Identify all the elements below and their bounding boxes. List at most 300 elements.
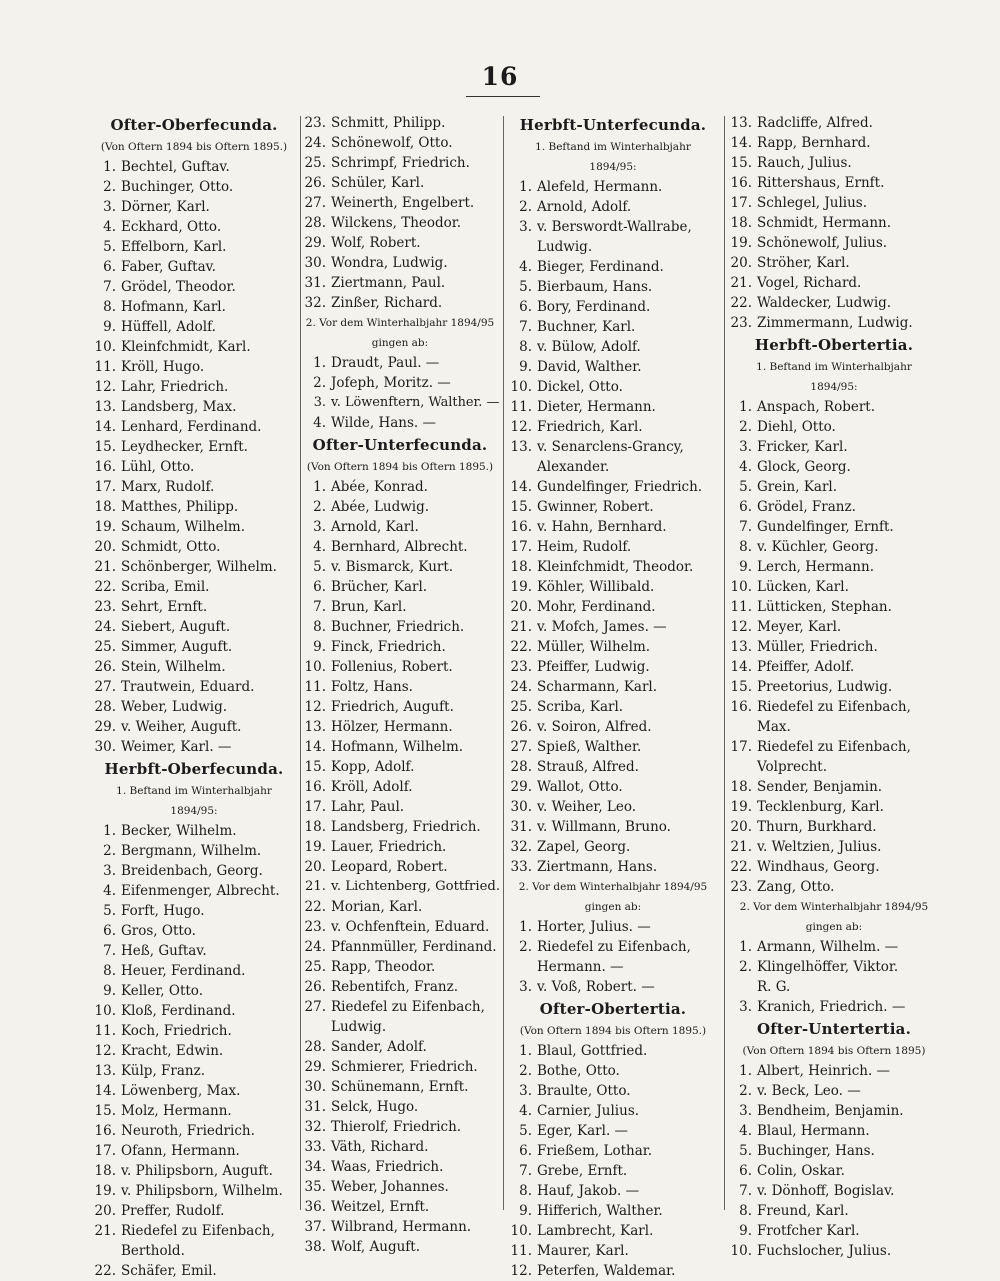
entry-number: 22.: [510, 639, 532, 655]
entry-number: 16.: [510, 519, 532, 535]
student-entry: [506, 217, 720, 237]
student-entry: [506, 1121, 720, 1141]
entry-number: 12.: [730, 619, 752, 635]
student-name: Kleinfchmidt, Karl.: [121, 339, 251, 355]
student-name: Väth, Richard.: [331, 1139, 429, 1155]
student-entry: [506, 797, 720, 817]
entry-number: 12.: [510, 1263, 532, 1279]
student-entry: [90, 317, 298, 337]
class-heading: Herbft-Obertertia.: [754, 336, 914, 354]
student-name: Brun, Karl.: [331, 599, 407, 615]
student-name: Rapp, Theodor.: [331, 959, 436, 975]
entry-number: 30.: [510, 799, 532, 815]
entry-number: 24.: [94, 619, 116, 635]
student-entry: [300, 153, 500, 173]
student-name: Bendheim, Benjamin.: [757, 1103, 904, 1119]
entry-number: 22.: [304, 899, 326, 915]
entry-number: 7.: [739, 519, 752, 535]
entry-number: 11.: [510, 399, 532, 415]
student-entry: [300, 777, 500, 797]
student-name: Pfannmüller, Ferdinand.: [331, 939, 497, 955]
student-entry: [506, 1241, 720, 1261]
student-entry: [506, 917, 720, 937]
student-name: v. Bismarck, Kurt.: [331, 559, 454, 575]
student-entry: [506, 1061, 720, 1081]
student-entry: [90, 477, 298, 497]
student-name: Albert, Heinrich. —: [757, 1063, 891, 1079]
entry-number: 25.: [304, 959, 326, 975]
student-name: Kracht, Edwin.: [121, 1043, 224, 1059]
student-name: Meyer, Karl.: [757, 619, 842, 635]
student-name: Pfeiffer, Adolf.: [757, 659, 855, 675]
student-name: Riedefel zu Eifenbach,: [121, 1223, 275, 1239]
student-entry: [506, 977, 720, 997]
entry-number: 14.: [730, 135, 752, 151]
student-entry: [90, 1181, 298, 1201]
entry-number: 26.: [304, 979, 326, 995]
student-entry: [726, 697, 942, 717]
student-name: Hifferich, Walther.: [537, 1203, 663, 1219]
student-name: Scriba, Karl.: [537, 699, 624, 715]
entry-continuation: Alexander.: [537, 459, 610, 475]
student-name: Löwenberg, Max.: [121, 1083, 241, 1099]
entry-number: 8.: [739, 539, 752, 555]
student-entry: [506, 557, 720, 577]
student-entry: [506, 257, 720, 277]
student-name: Follenius, Robert.: [331, 659, 453, 675]
student-entry: [90, 377, 298, 397]
entry-continuation: Ludwig.: [331, 1019, 387, 1035]
student-entry: [726, 597, 942, 617]
student-name: Bothe, Otto.: [537, 1063, 620, 1079]
student-name: Hofmann, Wilhelm.: [331, 739, 464, 755]
student-entry: [90, 921, 298, 941]
student-name: Lütticken, Stephan.: [757, 599, 892, 615]
class-heading: Ofter-Untertertia.: [756, 1020, 912, 1038]
student-name: Schmitt, Philipp.: [331, 115, 446, 131]
entry-number: 4.: [519, 259, 532, 275]
student-entry: [300, 1037, 500, 1057]
student-name: Gros, Otto.: [121, 923, 196, 939]
student-entry: [300, 1097, 500, 1117]
entry-number: 17.: [94, 1143, 116, 1159]
student-name: Trautwein, Eduard.: [121, 679, 255, 695]
student-name: Buchinger, Hans.: [757, 1143, 875, 1159]
student-entry: [726, 437, 942, 457]
student-entry: [506, 377, 720, 397]
student-name: Kleinfchmidt, Theodor.: [537, 559, 694, 575]
entry-number: 11.: [730, 599, 752, 615]
student-entry: [300, 373, 500, 393]
entry-number: 33.: [510, 859, 532, 875]
student-entry: [506, 477, 720, 497]
entry-number: 9.: [739, 559, 752, 575]
student-name: Draudt, Paul. —: [331, 355, 440, 371]
student-entry: [726, 173, 942, 193]
entry-number: 3.: [103, 863, 116, 879]
student-name: Kröll, Adolf.: [331, 779, 413, 795]
entry-number: 15.: [94, 439, 116, 455]
entry-number: 36.: [304, 1199, 326, 1215]
student-entry: [90, 1141, 298, 1161]
entry-number: 29.: [304, 1059, 326, 1075]
student-name: Siebert, Auguft.: [121, 619, 231, 635]
student-entry: [90, 457, 298, 477]
entry-number: 1.: [313, 479, 326, 495]
student-entry: [300, 413, 500, 433]
student-name: Effelborn, Karl.: [121, 239, 227, 255]
student-entry: [90, 1201, 298, 1221]
student-entry: [506, 637, 720, 657]
student-name: Rebentifch, Franz.: [331, 979, 459, 995]
student-name: Dickel, Otto.: [537, 379, 623, 395]
student-name: Marx, Rudolf.: [121, 479, 215, 495]
student-entry: [506, 397, 720, 417]
entry-number: 23.: [730, 315, 752, 331]
student-name: Wilbrand, Hermann.: [331, 1219, 472, 1235]
student-name: Morian, Karl.: [331, 899, 423, 915]
student-entry: [506, 757, 720, 777]
student-name: Weinerth, Engelbert.: [331, 195, 475, 211]
student-name: Diehl, Otto.: [757, 419, 836, 435]
student-entry: [90, 1121, 298, 1141]
student-entry: [300, 293, 500, 313]
student-name: Leydhecker, Ernft.: [121, 439, 248, 455]
student-entry: [726, 877, 942, 897]
student-name: Grödel, Theodor.: [121, 279, 236, 295]
student-entry: [90, 821, 298, 841]
student-name: Wilde, Hans. —: [331, 415, 437, 431]
entry-number: 5.: [313, 559, 326, 575]
student-entry: [726, 1181, 942, 1201]
entry-number: 1.: [739, 399, 752, 415]
student-entry: [300, 977, 500, 997]
student-name: Weitzel, Ernft.: [331, 1199, 430, 1215]
entry-number: 15.: [510, 499, 532, 515]
subheading: (Von Oftern 1894 bis Oftern 1895.): [519, 1025, 707, 1037]
student-entry: [506, 597, 720, 617]
entry-number: 17.: [730, 739, 752, 755]
subheading: gingen ab:: [805, 921, 863, 933]
subheading: 1894/95:: [810, 381, 858, 393]
entry-number: 8.: [519, 339, 532, 355]
student-name: Vogel, Richard.: [757, 275, 862, 291]
student-name: Eifenmenger, Albrecht.: [121, 883, 280, 899]
subheading: (Von Oftern 1894 bis Oftern 1895): [742, 1045, 926, 1057]
student-entry: [726, 313, 942, 333]
entry-number: 27.: [304, 999, 326, 1015]
student-entry: [90, 961, 298, 981]
student-name: Eger, Karl. —: [537, 1123, 629, 1139]
student-name: Radcliffe, Alfred.: [757, 115, 873, 131]
class-heading: Herbft-Unterfecunda.: [519, 116, 707, 134]
column-1: [90, 113, 298, 1279]
entry-number: 14.: [94, 419, 116, 435]
student-name: Hauf, Jakob. —: [537, 1183, 640, 1199]
student-name: Lühl, Otto.: [121, 459, 195, 475]
student-name: v. Löwenftern, Walther. —: [331, 395, 500, 410]
entry-number: 22.: [94, 579, 116, 595]
student-name: v. Küchler, Georg.: [757, 539, 879, 555]
student-name: Faber, Guftav.: [121, 259, 216, 275]
student-name: Rauch, Julius.: [757, 155, 852, 171]
student-name: Gundelfinger, Ernft.: [757, 519, 894, 535]
student-entry: [726, 417, 942, 437]
student-entry: [506, 857, 720, 877]
entry-number: 7.: [103, 279, 116, 295]
student-entry: [506, 277, 720, 297]
student-entry: [90, 1081, 298, 1101]
entry-number: 10.: [510, 379, 532, 395]
student-entry: [90, 557, 298, 577]
entry-number: 10.: [94, 1003, 116, 1019]
entry-number: 2.: [519, 1063, 532, 1079]
student-entry: [90, 537, 298, 557]
student-entry: [90, 337, 298, 357]
student-entry: [90, 577, 298, 597]
student-entry: [300, 577, 500, 597]
student-entry: [300, 797, 500, 817]
student-name: Waas, Friedrich.: [331, 1159, 444, 1175]
student-name: Müller, Wilhelm.: [537, 639, 651, 655]
student-entry: [726, 193, 942, 213]
student-name: Scriba, Emil.: [121, 579, 210, 595]
student-name: Lahr, Friedrich.: [121, 379, 229, 395]
entry-continuation: Hermann. —: [537, 959, 624, 975]
entry-number: 29.: [94, 719, 116, 735]
subheading: 1. Beftand im Winterhalbjahr: [756, 361, 912, 373]
entry-number: 10.: [304, 659, 326, 675]
entry-number: 17.: [730, 195, 752, 211]
student-name: Schmidt, Hermann.: [757, 215, 892, 231]
entry-number: 5.: [739, 1143, 752, 1159]
subheading: (Von Oftern 1894 bis Oftern 1895.): [306, 461, 494, 473]
student-name: Lenhard, Ferdinand.: [121, 419, 262, 435]
student-name: Forft, Hugo.: [121, 903, 205, 919]
entry-number: 16.: [304, 779, 326, 795]
student-entry: [506, 937, 720, 957]
student-entry: [300, 253, 500, 273]
student-name: Rapp, Bernhard.: [757, 135, 871, 151]
column-3: [506, 113, 720, 1279]
student-name: Becker, Wilhelm.: [121, 823, 237, 839]
student-entry: [90, 517, 298, 537]
student-name: v. Weltzien, Julius.: [757, 839, 882, 855]
student-entry: [300, 997, 500, 1017]
student-name: Dörner, Karl.: [121, 199, 210, 215]
student-entry: [300, 937, 500, 957]
student-entry: [90, 1101, 298, 1121]
entry-number: 20.: [304, 859, 326, 875]
entry-number: 18.: [730, 779, 752, 795]
student-name: Bechtel, Guftav.: [121, 159, 230, 175]
class-heading: Ofter-Obertertia.: [539, 1000, 687, 1018]
entry-number: 7.: [519, 319, 532, 335]
student-entry: [90, 277, 298, 297]
entry-number: 1.: [739, 1063, 752, 1079]
student-name: Grödel, Franz.: [757, 499, 856, 515]
entry-number: 3.: [739, 439, 752, 455]
entry-number: 2.: [313, 499, 326, 515]
page-number: 16: [481, 62, 519, 91]
entry-number: 13.: [510, 439, 532, 455]
student-entry: [90, 881, 298, 901]
entry-number: 23.: [304, 919, 326, 935]
student-entry: [726, 113, 942, 133]
student-entry: [726, 1221, 942, 1241]
student-entry: [506, 1161, 720, 1181]
student-entry: [300, 1217, 500, 1237]
entry-number: 11.: [94, 359, 116, 375]
student-name: Neuroth, Friedrich.: [121, 1123, 255, 1139]
entry-number: 6.: [103, 923, 116, 939]
entry-number: 4.: [103, 883, 116, 899]
student-name: Sehrt, Ernft.: [121, 599, 208, 615]
student-entry: [90, 901, 298, 921]
entry-number: 4.: [739, 1123, 752, 1139]
entry-number: 7.: [739, 1183, 752, 1199]
student-name: Waldecker, Ludwig.: [757, 295, 892, 311]
student-entry: [90, 497, 298, 517]
student-name: v. Dönhoff, Bogislav.: [757, 1183, 895, 1199]
student-name: Abée, Konrad.: [331, 479, 428, 495]
student-name: v. Hahn, Bernhard.: [537, 519, 667, 535]
student-name: Simmer, Auguft.: [121, 639, 233, 655]
class-heading: Herbft-Oberfecunda.: [104, 760, 284, 778]
student-name: Armann, Wilhelm. —: [757, 939, 899, 955]
student-entry: [300, 1117, 500, 1137]
entry-number: 30.: [94, 739, 116, 755]
student-entry: [506, 577, 720, 597]
student-entry: [726, 637, 942, 657]
entry-number: 3.: [313, 519, 326, 535]
entry-number: 13.: [94, 1063, 116, 1079]
entry-number: 3.: [519, 979, 532, 995]
student-name: v. Berswordt-Wallrabe,: [537, 219, 692, 235]
entry-number: 26.: [510, 719, 532, 735]
entry-number: 17.: [304, 799, 326, 815]
entry-number: 15.: [304, 759, 326, 775]
entry-number: 11.: [510, 1243, 532, 1259]
student-entry: [90, 697, 298, 717]
student-entry: [726, 253, 942, 273]
student-entry: [506, 497, 720, 517]
entry-number: 9.: [519, 1203, 532, 1219]
student-entry: [300, 1057, 500, 1077]
entry-number: 3.: [739, 999, 752, 1015]
entry-number: 25.: [304, 155, 326, 171]
student-entry: [506, 1041, 720, 1061]
student-entry: [300, 897, 500, 917]
student-entry: [726, 957, 942, 977]
student-name: Preetorius, Ludwig.: [757, 679, 893, 695]
student-entry: [726, 233, 942, 253]
student-entry: [300, 757, 500, 777]
student-entry: [90, 1021, 298, 1041]
student-entry: [506, 437, 720, 457]
student-name: Brücher, Karl.: [331, 579, 428, 595]
student-entry: [90, 1041, 298, 1061]
entry-continuation: R. G.: [757, 979, 791, 995]
student-name: Scharmann, Karl.: [537, 679, 658, 695]
student-name: Bieger, Ferdinand.: [537, 259, 664, 275]
student-entry: [300, 193, 500, 213]
entry-number: 2.: [103, 843, 116, 859]
student-entry: [726, 133, 942, 153]
student-name: Grebe, Ernft.: [537, 1163, 628, 1179]
student-name: Schmierer, Friedrich.: [331, 1059, 478, 1075]
student-name: Maurer, Karl.: [537, 1243, 629, 1259]
student-name: Lerch, Hermann.: [757, 559, 874, 575]
student-name: Lücken, Karl.: [757, 579, 849, 595]
student-name: David, Walther.: [537, 359, 642, 375]
entry-number: 9.: [103, 983, 116, 999]
student-name: Zapel, Georg.: [537, 839, 631, 855]
entry-number: 13.: [730, 639, 752, 655]
entry-number: 20.: [730, 819, 752, 835]
student-entry: [300, 173, 500, 193]
student-entry: [90, 981, 298, 1001]
entry-number: 21.: [730, 839, 752, 855]
entry-number: 8.: [519, 1183, 532, 1199]
entry-number: 5.: [103, 903, 116, 919]
student-entry: [90, 657, 298, 677]
entry-number: 10.: [730, 579, 752, 595]
entry-number: 1.: [313, 355, 326, 371]
entry-number: 19.: [304, 839, 326, 855]
entry-number: 22.: [730, 859, 752, 875]
student-entry: [726, 497, 942, 517]
student-name: Horter, Julius. —: [537, 919, 651, 935]
student-entry: [506, 617, 720, 637]
column-2: [300, 113, 501, 1255]
student-name: Hölzer, Hermann.: [331, 719, 453, 735]
student-name: Keller, Otto.: [121, 983, 203, 999]
student-name: Fuchslocher, Julius.: [757, 1243, 892, 1259]
entry-number: 12.: [94, 379, 116, 395]
student-entry: [506, 1141, 720, 1161]
student-name: Ziertmann, Hans.: [537, 859, 658, 875]
subheading: 1894/95:: [170, 805, 218, 817]
column-divider: [724, 116, 725, 1210]
student-name: Colin, Oskar.: [757, 1163, 845, 1179]
student-entry: [90, 617, 298, 637]
student-entry: [726, 273, 942, 293]
entry-number: 18.: [510, 559, 532, 575]
student-entry: [300, 697, 500, 717]
student-name: Bierbaum, Hans.: [537, 279, 653, 295]
student-name: Wondra, Ludwig.: [331, 255, 448, 271]
entry-number: 14.: [510, 479, 532, 495]
page-number-rule: [466, 96, 540, 97]
student-name: Heß, Guftav.: [121, 943, 207, 959]
entry-number: 19.: [510, 579, 532, 595]
student-entry: [506, 1261, 720, 1281]
entry-number: 32.: [304, 1119, 326, 1135]
student-name: Kröll, Hugo.: [121, 359, 205, 375]
entry-number: 3.: [313, 395, 326, 410]
student-entry: [90, 1161, 298, 1181]
student-name: Buchner, Karl.: [537, 319, 636, 335]
student-entry: [300, 817, 500, 837]
student-entry: [506, 737, 720, 757]
student-entry: [300, 497, 500, 517]
entry-number: 4.: [313, 539, 326, 555]
student-name: Riedefel zu Eifenbach,: [537, 939, 691, 955]
student-entry: [90, 197, 298, 217]
student-name: Dieter, Hermann.: [537, 399, 656, 415]
student-entry: [300, 557, 500, 577]
